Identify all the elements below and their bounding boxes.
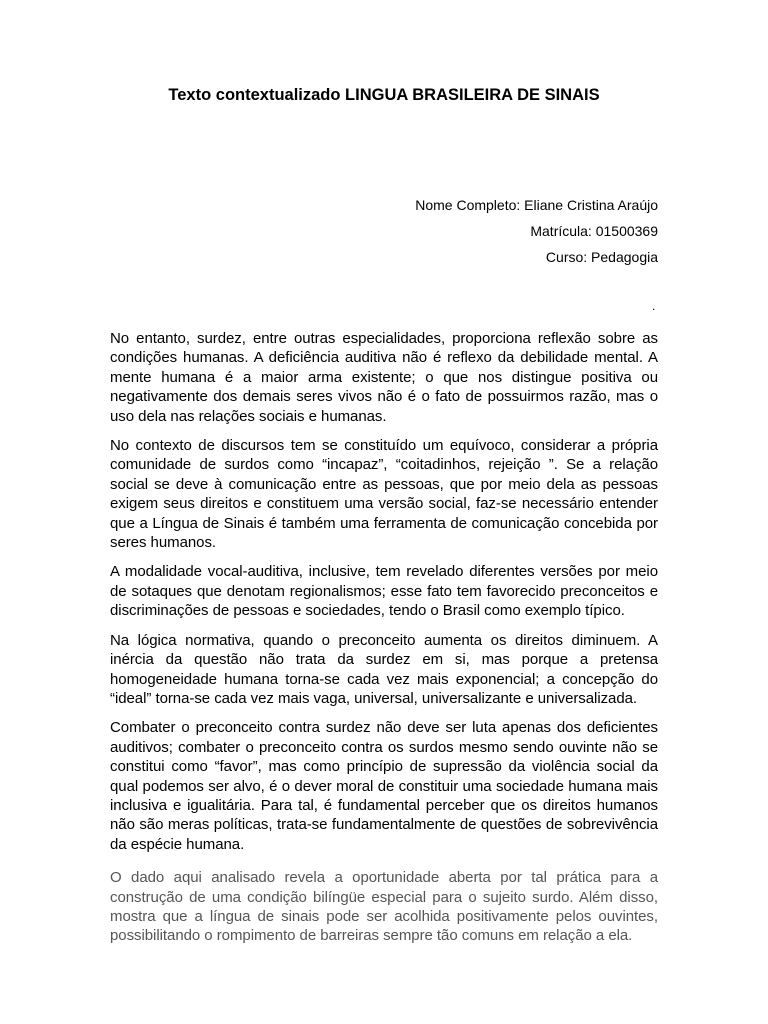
document-title: Texto contextualizado LINGUA BRASILEIRA DE SINAIS (168, 86, 600, 104)
author-name: Nome Completo: Eliane Cristina Araújo (415, 197, 658, 213)
closing-paragraph: O dado aqui analisado revela a oportunidade aberta por tal prática para a construção de uma condição bilíngüe especial para o sujeito surdo. Além disso, mostra que a língua de sinais pode ser acolhida positivamente pelos ouvintes, possibilitando o rompimento de barreiras sempre tão comuns em relação a ela. (110, 869, 658, 945)
paragraph-2: No contexto de discursos tem se constituído um equívoco, considerar a própria comunidade de surdos como “incapaz”, “coitadinhos, rejeição ”. Se a relação social se deve à comunicação entre as pessoas, que por meio dela as pessoas exigem seus direitos e constituem uma versão social, faz-se necessário entender que a Língua de Sinais é também uma ferramenta de comunicação concebida por seres humanos. (110, 437, 658, 552)
paragraph-3: A modalidade vocal-auditiva, inclusive, tem revelado diferentes versões por meio de sotaques que denotam regionalismos; esse fato tem favorecido preconceitos e discriminações de pessoas e sociedades, tendo o Brasil como exemplo típico. (110, 563, 658, 620)
course-name: Curso: Pedagogia (545, 249, 658, 265)
paragraph-5: Combater o preconceito contra surdez não deve ser luta apenas dos deficientes auditivos; combater o preconceito contra os surdos mesmo sendo ouvinte não se constitui como “favor”, mas como princípio de supressão da violência social da qual podemos ser alvo, é o dever moral de constituir uma sociedade humana mais inclusiva e igualitária. Para tal, é fundamental perceber que os direitos humanos não são meras políticas, trata-se fundamentalmente de questões de sobrevivência da espécie humana. (110, 719, 658, 853)
paragraph-1: No entanto, surdez, entre outras especialidades, proporciona reflexão sobre as condições humanas. A deficiência auditiva não é reflexo da debilidade mental. A mente humana é a maior arma existente; o que nos distingue positiva ou negativamente dos demais seres vivos não é o fato de possuirmos razão, mas o uso dela nas relações sociais e humanas. (110, 330, 658, 425)
separator-mark: . (652, 299, 656, 313)
paragraph-4: Na lógica normativa, quando o preconceito aumenta os direitos diminuem. A inércia da questão não trata da surdez em si, mas porque a pretensa homogeneidade humana torna-se cada vez mais exponencial; a concepção do “ideal” torna-se cada vez mais vaga, universal, universalizante e universalizada. (110, 631, 658, 707)
document-body (110, 329, 658, 956)
registration-number: Matrícula: 01500369 (530, 223, 658, 239)
